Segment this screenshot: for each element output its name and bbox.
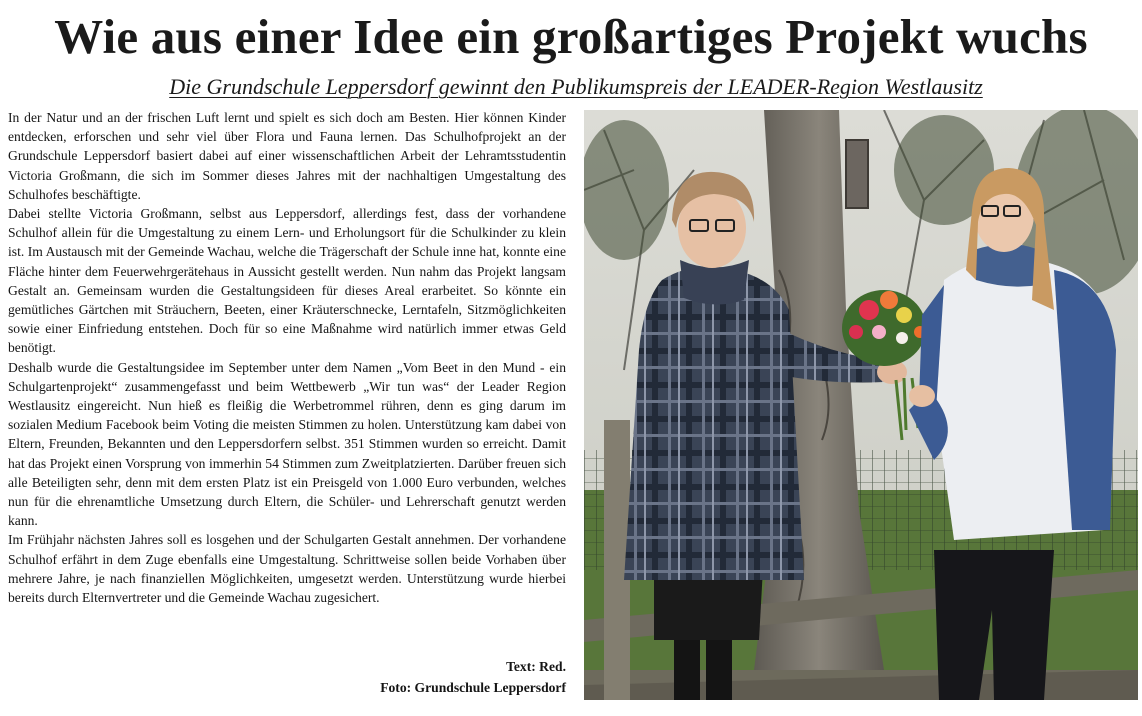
paragraph-1: In der Natur und an der frischen Luft lernt und spielt es sich doch am Besten. Hier können Kinder entdecken, erforschen und sehr viel über Flora und Fauna lernen. Das Schulhofprojekt an der Grundschule Leppersdorf basiert dabei auf einer wissenschaftlichen Arbeit der Lehramtsstudentin Victoria Großmann, die sich im Sommer dieses Jahres mit der nachhaltigen Umgestaltung des Schulhofes beschäftigte. xyxy=(8,110,566,202)
credit-text: Text: Red. xyxy=(506,659,566,674)
paragraph-3: Deshalb wurde die Gestaltungsidee im September unter dem Namen „Vom Beet in den Mund - ein Schulgartenprojekt“ zusammengefasst und beim Wettbewerb „Wir tun was“ der Leader Region Westlausitz eingereicht. Nun hieß es fleißig die Werbetrommel rühren, denn es ging darum im sozialen Medium Facebook beim Voting die meisten Stimmen zu holen. Unterstützung kam dabei von Eltern, Freunden, Bekannten und den Leppersdorfern selbst. 351 Stimmen wurden so erreicht. Damit hat das Projekt einen Vorsprung von immerhin 54 Stimmen zum Zweitplatzierten. Darüber freuen sich alle Beteiligten sehr, denn mit dem ersten Platz ist ein Preisgeld von 1.000 Euro verbunden, welches nun für die ehrenamtliche Umsetzung durch Eltern, die Schüler- und Lehrerschaft genutzt werden kann. xyxy=(8,359,566,529)
article-photo xyxy=(584,110,1138,700)
subheadline-text: Die Grundschule Leppersdorf gewinnt den Publikumspreis der LEADER-Region Westlausitz xyxy=(169,74,983,99)
paragraph-2: Dabei stellte Victoria Großmann, selbst aus Leppersdorf, allerdings fest, dass der vorhandene Schulhof allein für die Umgestaltung zu einem Lern- und Erholungsort für die Schulkinder zu klein ist. Im Austausch mit der Gemeinde Wachau, welche die Trägerschaft der Schule inne hat, konnte eine Fläche hinter dem Feuerwehrgerätehaus in Aussicht gestellt werden. Nun nahm das Projekt langsam Gestalt an. Gemeinsam wurden die Gestaltungsideen für dieses Areal erarbeitet. So könnte ein gemütliches Gärtchen mit Sträuchern, Beeten, einer Kräuterschnecke, Lerntafeln, Sitzmöglichkeiten sowie einer Einfriedung entstehen. Doch für so eine Maßnahme wird natürlich immer etwas Geld benötigt. xyxy=(8,206,566,356)
paragraph-4: Im Frühjahr nächsten Jahres soll es losgehen und der Schulgarten Gestalt annehmen. Der vorhandene Schulhof erfährt in dem Zuge ebenfalls eine Umgestaltung. Schrittweise sollen beide Vorhaben über mehrere Jahre, je nach finanziellen Möglichkeiten, umgesetzt werden. Unterstützung wurde hierbei bereits durch Elternvertreter und die Gemeinde Wachau zugesichert. xyxy=(8,532,566,606)
credit-photo: Foto: Grundschule Leppersdorf xyxy=(380,680,566,695)
credits xyxy=(380,656,566,698)
subheadline xyxy=(0,73,1142,101)
photo-illustration xyxy=(584,110,1138,700)
article-body xyxy=(8,108,566,607)
birdhouse xyxy=(846,140,868,208)
headline: Wie aus einer Idee ein großartiges Projekt wuchs xyxy=(54,9,1088,64)
